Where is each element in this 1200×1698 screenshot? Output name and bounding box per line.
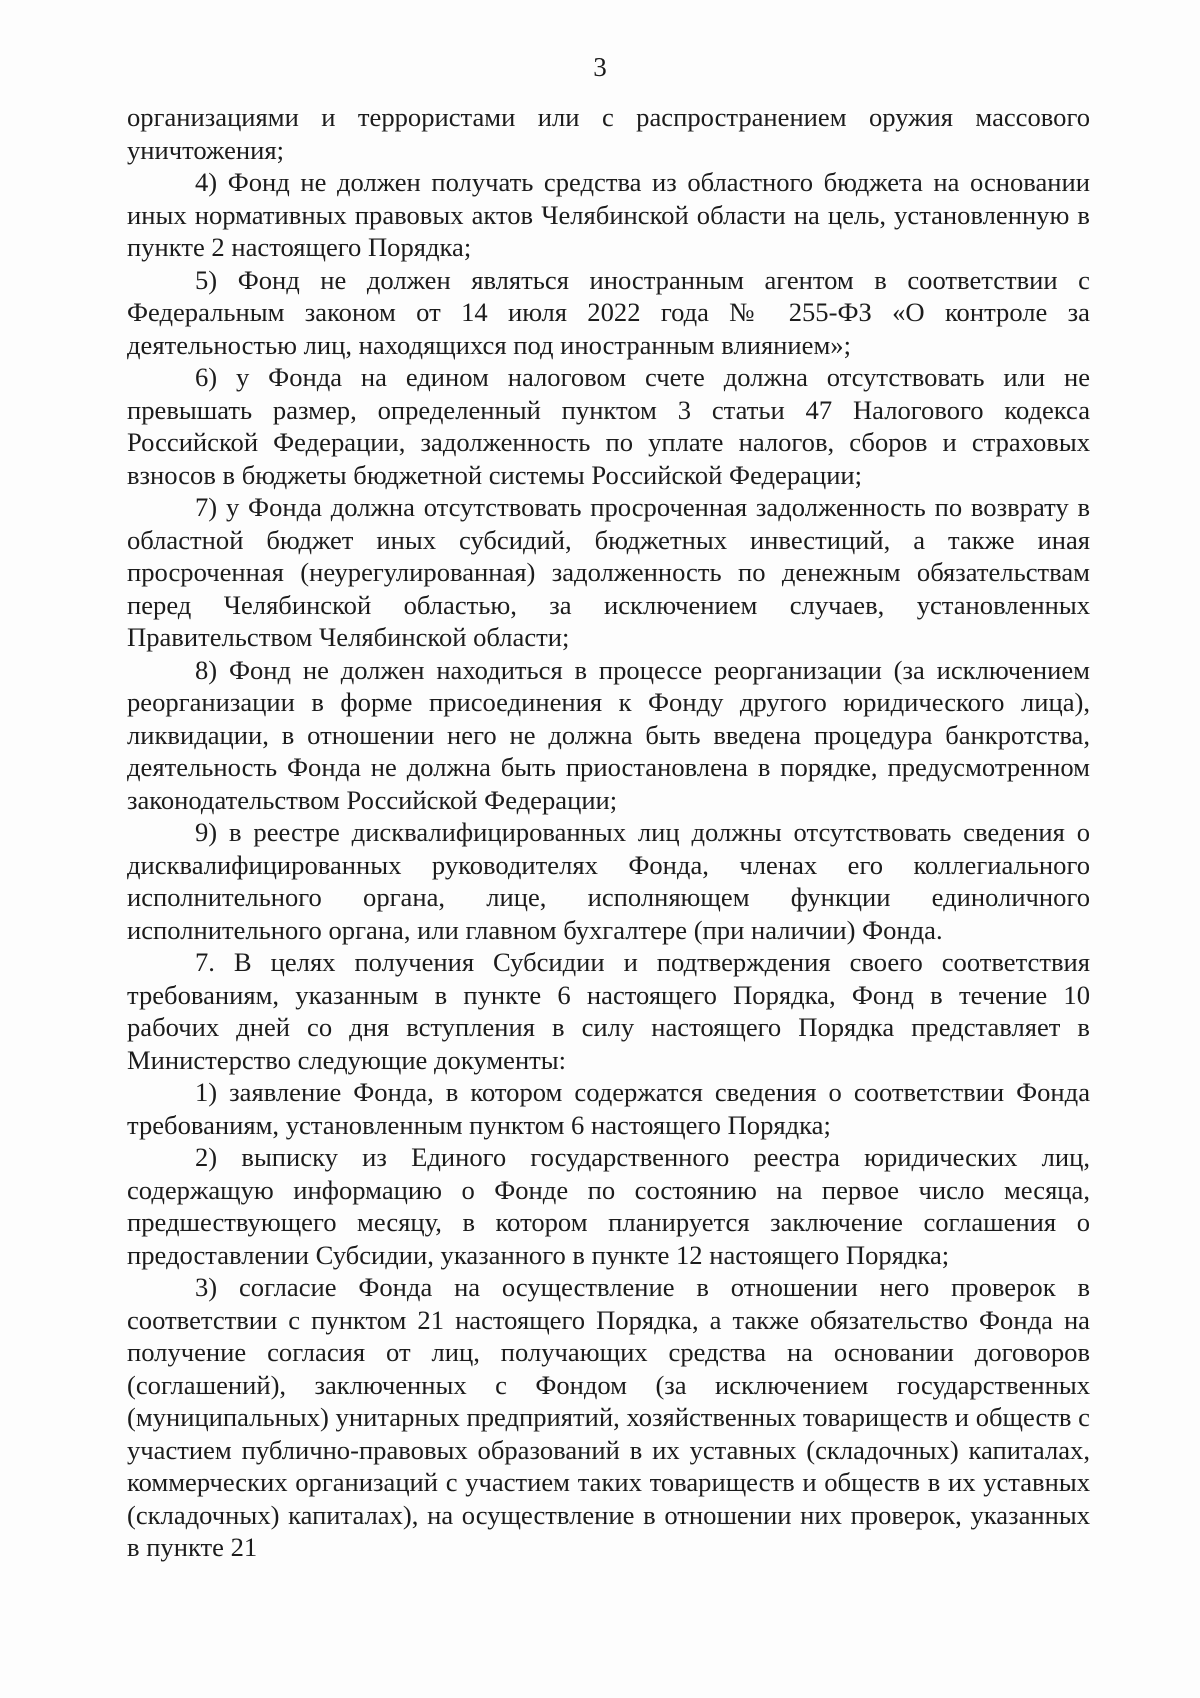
page-number: 3 bbox=[593, 52, 607, 82]
paragraph-section-7: 7. В целях получения Субсидии и подтверждения своего соответствия требованиям, указанным в пункте 6 настоящего Порядка, Фонд в течение 10 рабочих дней со дня вступления в силу настоящего Порядка представляет в Министерство следующие документы: bbox=[127, 947, 1090, 1075]
paragraph-doc-1: 1) заявление Фонда, в котором содержатся сведения о соответствии Фонда требованиям, установленным пунктом 6 настоящего Порядка; bbox=[127, 1077, 1090, 1140]
paragraph-item-6: 6) у Фонда на едином налоговом счете должна отсутствовать или не превышать размер, определенный пунктом 3 статьи 47 Налогового кодекса Российской Федерации, задолженность по уплате налогов, сборов и страховых взносов в бюджеты бюджетной системы Российской Федерации; bbox=[127, 362, 1090, 490]
paragraph-item-4: 4) Фонд не должен получать средства из областного бюджета на основании иных нормативных правовых актов Челябинской области на цель, установленную в пункте 2 настоящего Порядка; bbox=[127, 167, 1090, 262]
paragraph-item-9: 9) в реестре дисквалифицированных лиц должны отсутствовать сведения о дисквалифицированных руководителях Фонда, членах его коллегиального исполнительного органа, лице, исполняющем функции единоличного исполнительного органа, или главном бухгалтере (при наличии) Фонда. bbox=[127, 817, 1090, 945]
document-body bbox=[127, 101, 1090, 1564]
paragraph-item-5: 5) Фонд не должен являться иностранным агентом в соответствии с Федеральным законом от 14 июля 2022 года № 255-ФЗ «О контроле за деятельностью лиц, находящихся под иностранным влиянием»; bbox=[127, 264, 1090, 360]
paragraph-item-7: 7) у Фонда должна отсутствовать просроченная задолженность по возврату в областной бюджет иных субсидий, бюджетных инвестиций, а также иная просроченная (неурегулированная) задолженность по денежным обязательствам перед Челябинской областью, за исключением случаев, установленных Правительством Челябинской области; bbox=[127, 492, 1090, 652]
paragraph-doc-3: 3) согласие Фонда на осуществление в отношении него проверок в соответствии с пунктом 21 настоящего Порядка, а также обязательство Фонда на получение согласия от лиц, получающих средства на основании договоров (соглашений), заключенных с Фондом (за исключением государственных (муниципальных) унитарных предприятий, хозяйственных товариществ и обществ с участием публично-правовых образований в их уставных (складочных) капиталах, коммерческих организаций с участием таких товариществ и обществ в их уставных (складочных) капиталах), на осуществление в отношении них проверок, указанных в пункте 21 bbox=[127, 1272, 1090, 1562]
paragraph-item-8: 8) Фонд не должен находиться в процессе реорганизации (за исключением реорганизации в форме присоединения к Фонду другого юридического лица), ликвидации, в отношении него не должна быть введена процедура банкротства, деятельность Фонда не должна быть приостановлена в порядке, предусмотренном законодательством Российской Федерации; bbox=[127, 654, 1090, 815]
paragraph-continuation: организациями и террористами или с распространением оружия массового уничтожения; bbox=[127, 102, 1090, 165]
paragraph-doc-2: 2) выписку из Единого государственного реестра юридических лиц, содержащую информацию о Фонде по состоянию на первое число месяца, предшествующего месяцу, в котором планируется заключение соглашения о предоставлении Субсидии, указанного в пункте 12 настоящего Порядка; bbox=[127, 1142, 1090, 1270]
